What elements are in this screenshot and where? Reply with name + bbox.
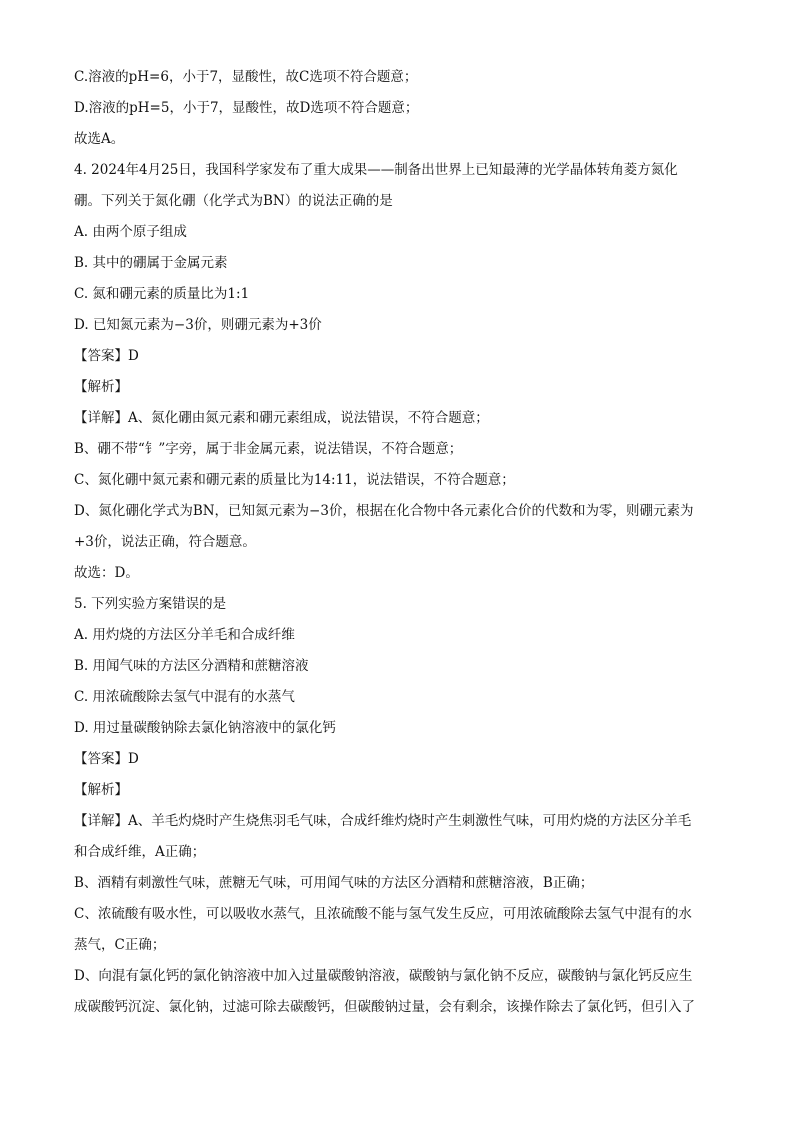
detail-d: D、向混有氯化钙的氯化钠溶液中加入过量碳酸钠溶液，碳酸钠与氯化钠不反应，碳酸钠与氯化钙反应生 <box>74 968 693 984</box>
detail-c: C、浓硫酸有吸水性，可以吸收水蒸气，且浓硫酸不能与氢气发生反应，可用浓硫酸除去氢气中混有的水 <box>74 906 692 922</box>
analysis-label: 【解析】 <box>74 782 128 798</box>
detail-c-cont: 蒸气，C正确； <box>74 937 166 953</box>
option-a: A. 用灼烧的方法区分羊毛和合成纤维 <box>74 627 295 643</box>
choice-result: 故选：D。 <box>74 565 139 581</box>
option-b: B. 用闻气味的方法区分酒精和蔗糖溶液 <box>74 658 309 674</box>
detail-d-cont: 成碳酸钙沉淀、氯化钠，过滤可除去碳酸钙，但碳酸钠过量，会有剩余，该操作除去了氯化钙，但引入了 <box>74 999 695 1015</box>
text-line: 故选A。 <box>74 131 125 147</box>
detail-c: C、氮化硼中氮元素和硼元素的质量比为14:11，说法错误，不符合题意； <box>74 472 515 488</box>
question-4-stem-cont: 硼。下列关于氮化硼（化学式为BN）的说法正确的是 <box>74 193 393 209</box>
question-4-stem: 4. 2024年4月25日，我国科学家发布了重大成果——制备出世界上已知最薄的光学晶体转角菱方氮化 <box>74 162 678 178</box>
analysis-label: 【解析】 <box>74 379 128 395</box>
option-d: D. 已知氮元素为−3价，则硼元素为+3价 <box>74 317 322 333</box>
detail-a-cont: 和合成纤维，A正确； <box>74 844 206 860</box>
answer-label: 【答案】D <box>74 751 139 767</box>
option-c: C. 氮和硼元素的质量比为1:1 <box>74 286 250 302</box>
detail-d: D、氮化硼化学式为BN，已知氮元素为−3价，根据在化合物中各元素化合价的代数和为零，则硼元素为 <box>74 503 694 519</box>
text-line: C.溶液的pH=6，小于7，显酸性，故C选项不符合题意； <box>74 69 418 85</box>
question-5-stem: 5. 下列实验方案错误的是 <box>74 596 227 612</box>
detail-a: 【详解】A、氮化硼由氮元素和硼元素组成，说法错误，不符合题意； <box>74 410 489 426</box>
detail-d-cont: +3价，说法正确，符合题意。 <box>74 534 256 550</box>
detail-b: B、硼不带“钅”字旁，属于非金属元素，说法错误，不符合题意； <box>74 441 463 457</box>
option-a: A. 由两个原子组成 <box>74 224 187 240</box>
option-c: C. 用浓硫酸除去氢气中混有的水蒸气 <box>74 689 295 705</box>
detail-a: 【详解】A、羊毛灼烧时产生烧焦羽毛气味，合成纤维灼烧时产生刺激性气味，可用灼烧的方法区分羊毛 <box>74 813 692 829</box>
option-d: D. 用过量碳酸钠除去氯化钠溶液中的氯化钙 <box>74 720 336 736</box>
option-b: B. 其中的硼属于金属元素 <box>74 255 228 271</box>
answer-label: 【答案】D <box>74 348 139 364</box>
text-line: D.溶液的pH=5，小于7，显酸性，故D选项不符合题意； <box>74 100 419 116</box>
detail-b: B、酒精有刺激性气味，蔗糖无气味，可用闻气味的方法区分酒精和蔗糖溶液，B正确； <box>74 875 594 891</box>
